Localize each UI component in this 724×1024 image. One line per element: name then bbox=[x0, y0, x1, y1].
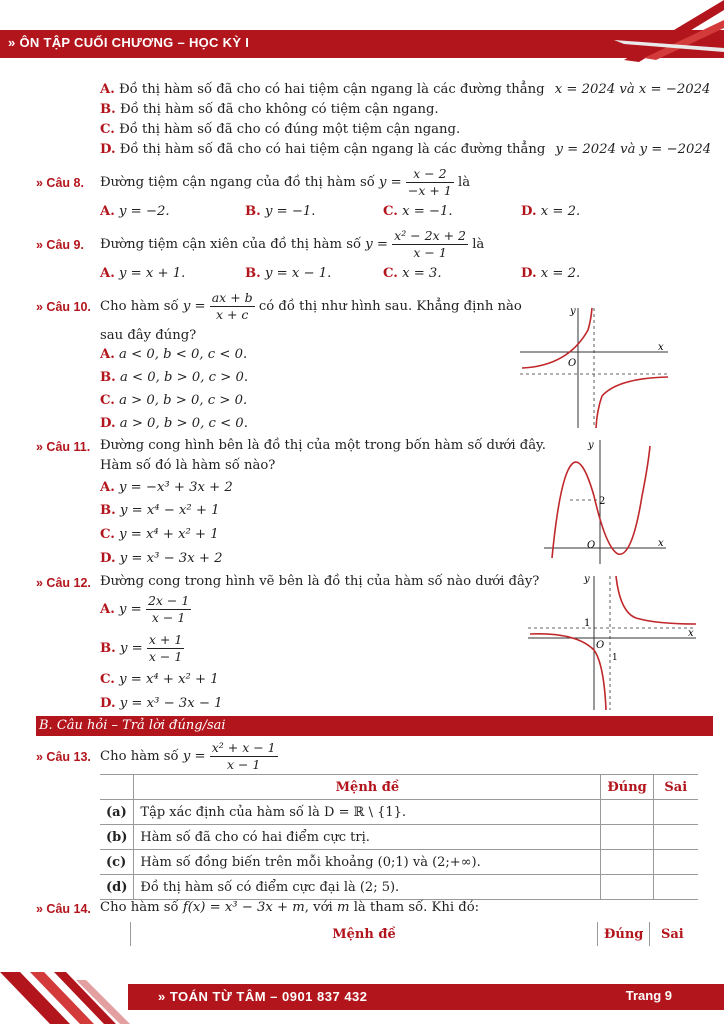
false-cell[interactable] bbox=[653, 800, 698, 825]
footer-contact: » TOÁN TỪ TÂM – 0901 837 432 bbox=[158, 989, 368, 1004]
q12-option-c: C. y = x⁴ + x² + 1 bbox=[100, 672, 219, 687]
table-row: (a) Tập xác định của hàm số là D = ℝ \ {1}. bbox=[100, 800, 698, 825]
section-b-title: B. Câu hỏi – Trả lời đúng/sai bbox=[39, 718, 226, 733]
false-cell[interactable] bbox=[653, 850, 698, 875]
q11-stem-2: Hàm số đó là hàm số nào? bbox=[100, 458, 276, 473]
table-header-false: Sai bbox=[653, 775, 698, 800]
q13-stem: Cho hàm số y = $\frac{\text{x² + x − 1}}{x - 1}$ bbox=[100, 740, 276, 772]
q8-stem: Đường tiệm cận ngang của đồ thị hàm số y = $\frac{x - 2}{-x + 1}$ là bbox=[100, 166, 471, 198]
false-cell[interactable] bbox=[653, 825, 698, 850]
table-header-statement: Mệnh đề bbox=[134, 775, 601, 800]
svg-text:1: 1 bbox=[584, 618, 591, 629]
q7-option-a: A. Đồ thị hàm số đã cho có hai tiệm cận ngang là các đường thẳng x = 2024 và x = −2024 bbox=[100, 82, 711, 97]
table-header-true: Đúng bbox=[601, 775, 653, 800]
q11-option-b: B. y = x⁴ − x² + 1 bbox=[100, 503, 220, 518]
svg-text:x: x bbox=[658, 538, 664, 549]
q10-option-a: A. a < 0, b < 0, c < 0. bbox=[100, 347, 248, 362]
q7-option-c: C. Đồ thị hàm số đã cho có đúng một tiệm cận ngang. bbox=[100, 122, 461, 137]
q9-stem: Đường tiệm cận xiên của đồ thị hàm số y = $\frac{\text{x² − 2x + 2}}{x - 1}$ là bbox=[100, 228, 485, 260]
q12-option-d: D. y = x³ − 3x − 1 bbox=[100, 696, 223, 711]
footer bbox=[0, 984, 724, 1024]
true-cell[interactable] bbox=[601, 850, 653, 875]
svg-text:O: O bbox=[596, 640, 605, 651]
q13-table bbox=[100, 774, 698, 900]
q10-option-b: B. a < 0, b > 0, c > 0. bbox=[100, 370, 249, 385]
q12-option-a: A. y = $\frac{2x - 1}{x - 1}$ bbox=[100, 593, 190, 625]
q8-option-b: B. y = −1. bbox=[245, 204, 316, 219]
svg-text:O: O bbox=[587, 540, 596, 551]
page-number: Trang 9 bbox=[625, 988, 672, 1003]
svg-text:y: y bbox=[570, 306, 576, 317]
q10-stem-2: sau đây đúng? bbox=[100, 328, 197, 343]
q9-option-a: A. y = x + 1. bbox=[100, 266, 186, 281]
q8-option-a: A. y = −2. bbox=[100, 204, 170, 219]
table-row: (b) Hàm số đã cho có hai điểm cực trị. bbox=[100, 825, 698, 850]
q11-label: » Câu 11. bbox=[36, 440, 91, 454]
svg-text:1: 1 bbox=[612, 653, 618, 663]
q9-option-d: D. x = 2. bbox=[521, 266, 581, 281]
q12-option-b: B. y = $\frac{x + 1}{x - 1}$ bbox=[100, 632, 183, 664]
true-cell[interactable] bbox=[601, 825, 653, 850]
corner-stripes-decoration bbox=[584, 0, 724, 90]
q14-table bbox=[100, 922, 694, 946]
q9-label: » Câu 9. bbox=[36, 238, 84, 252]
q10-option-c: C. a > 0, b > 0, c > 0. bbox=[100, 393, 248, 408]
q12-label: » Câu 12. bbox=[36, 576, 91, 590]
true-cell[interactable] bbox=[601, 800, 653, 825]
svg-text:y: y bbox=[588, 440, 594, 451]
q11-option-d: D. y = x³ − 3x + 2 bbox=[100, 551, 223, 566]
q10-graph bbox=[518, 300, 674, 430]
table-row: (d) Đồ thị hàm số có điểm cực đại là (2; 5). bbox=[100, 875, 698, 900]
true-cell[interactable] bbox=[601, 875, 653, 900]
q10-option-d: D. a > 0, b > 0, c < 0. bbox=[100, 416, 248, 431]
table-header-statement: Mệnh đề bbox=[131, 922, 598, 946]
q12-graph bbox=[526, 572, 698, 712]
section-b-bar bbox=[36, 716, 713, 736]
q11-option-a: A. y = −x³ + 3x + 2 bbox=[100, 480, 233, 495]
svg-text:O: O bbox=[568, 358, 577, 369]
q8-option-d: D. x = 2. bbox=[521, 204, 581, 219]
q9-option-c: C. x = 3. bbox=[383, 266, 442, 281]
table-header-true: Đúng bbox=[598, 922, 650, 946]
header-title: » ÔN TẬP CUỐI CHƯƠNG – HỌC KỲ I bbox=[8, 35, 250, 50]
q14-stem: Cho hàm số f(x) = x³ − 3x + m, với m là tham số. Khi đó: bbox=[100, 900, 480, 915]
false-cell[interactable] bbox=[653, 875, 698, 900]
table-header-false: Sai bbox=[660, 926, 684, 942]
q10-stem: Cho hàm số y = $\frac{ax + b}{x + c}$ có đồ thị như hình sau. Khẳng định nào bbox=[100, 290, 522, 322]
q11-option-c: C. y = x⁴ + x² + 1 bbox=[100, 527, 219, 542]
q7-option-b: B. Đồ thị hàm số đã cho không có tiệm cận ngang. bbox=[100, 102, 439, 117]
q8-label: » Câu 8. bbox=[36, 176, 84, 190]
table-row: (c) Hàm số đồng biến trên mỗi khoảng (0;1) và (2;+∞). bbox=[100, 850, 698, 875]
q12-stem: Đường cong trong hình vẽ bên là đồ thị của hàm số nào dưới đây? bbox=[100, 574, 540, 589]
q14-label: » Câu 14. bbox=[36, 902, 91, 916]
q9-option-b: B. y = x − 1. bbox=[245, 266, 332, 281]
svg-text:2: 2 bbox=[599, 496, 606, 507]
q11-graph bbox=[540, 436, 670, 566]
q10-label: » Câu 10. bbox=[36, 300, 91, 314]
q8-option-c: C. x = −1. bbox=[383, 204, 453, 219]
svg-text:x: x bbox=[688, 628, 694, 639]
q13-label: » Câu 13. bbox=[36, 750, 91, 764]
svg-text:y: y bbox=[584, 574, 590, 585]
q11-stem: Đường cong hình bên là đồ thị của một trong bốn hàm số dưới đây. bbox=[100, 438, 546, 453]
svg-text:x: x bbox=[658, 342, 664, 353]
q7-option-d: D. Đồ thị hàm số đã cho có hai tiệm cận ngang là các đường thẳng y = 2024 và y = −2024 bbox=[100, 142, 712, 157]
